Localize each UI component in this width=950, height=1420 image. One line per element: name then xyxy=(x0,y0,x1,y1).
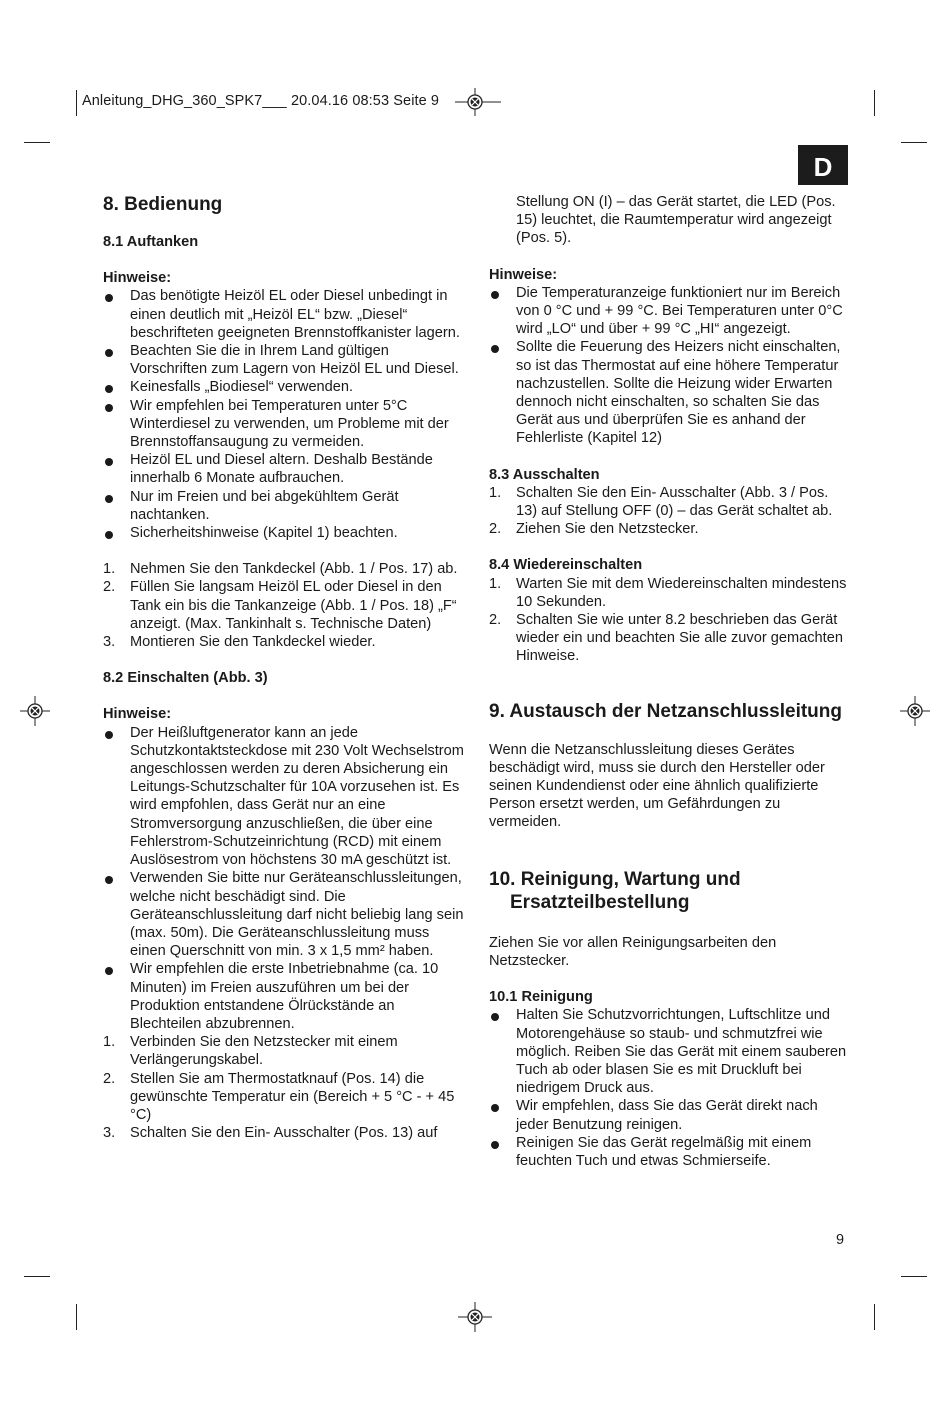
step-text: Schalten Sie den Ein- Ausschalter (Pos. 13) auf xyxy=(130,1125,438,1142)
continued-step-text: Stellung ON (I) – das Gerät startet, die LED (Pos. 15) leuchtet, die Raumtemperatur wird angezeigt (Pos. 5). xyxy=(516,194,836,247)
step-item xyxy=(489,520,851,538)
step-item xyxy=(103,633,468,651)
step-item xyxy=(489,611,851,666)
crop-mark xyxy=(901,1276,927,1277)
step-number: 1. xyxy=(489,575,502,592)
section-title: 9. Austausch der Netzanschlussleitung xyxy=(489,700,842,722)
step-item xyxy=(103,1033,468,1069)
list-item: Wir empfehlen die erste Inbetriebnahme (ca. 10 Minuten) im Freien auszuführen um bei der Produktion entstandene Ölrückstände an Blechteilen abzubrennen. xyxy=(103,960,468,1033)
list-item: Beachten Sie die in Ihrem Land gültigen Vorschriften zum Lagern von Heizöl EL und Diesel. xyxy=(103,342,468,378)
crop-mark xyxy=(24,142,50,143)
step-item xyxy=(103,1124,468,1142)
list-item: Nur im Freien und bei abgekühltem Gerät nachtanken. xyxy=(103,488,468,524)
step-number: 2. xyxy=(103,579,116,596)
step-text: Verbinden Sie den Netzstecker mit einem Verlängerungskabel. xyxy=(130,1034,398,1069)
step-number: 2. xyxy=(103,1070,116,1087)
step-number: 2. xyxy=(489,612,502,629)
list-item: Verwenden Sie bitte nur Geräteanschlussleitungen, welche nicht beschädigt sind. Die Geräteanschlussleitung darf nicht beliebig lang sein (max. 50m). Die Geräteanschlussleitung muss einen Querschnitt von min. 3 x 1,5 mm² haben. xyxy=(103,869,468,960)
left-column xyxy=(103,193,468,1142)
section-title: 8. Bedienung xyxy=(103,194,223,215)
right-column xyxy=(489,193,851,1170)
list-item: Wir empfehlen, dass Sie das Gerät direkt nach jeder Benutzung reinigen. xyxy=(489,1097,851,1133)
step-text: Füllen Sie langsam Heizöl EL oder Diesel in den Tank ein bis die Tankanzeige (Abb. 1 / Pos. 18) „F“ anzeigt. (Max. Tankinhalt s. Technische Daten) xyxy=(130,579,457,632)
step-number: 3. xyxy=(103,1125,116,1142)
step-item xyxy=(489,484,851,520)
hint-label: Hinweise: xyxy=(103,706,172,723)
step-item xyxy=(103,578,468,633)
step-text: Ziehen Sie den Netzstecker. xyxy=(516,521,699,538)
hint-label: Hinweise: xyxy=(103,270,172,287)
registration-mark-icon xyxy=(455,88,501,116)
list-item: Heizöl EL und Diesel altern. Deshalb Bestände innerhalb 6 Monate aufbrauchen. xyxy=(103,451,468,487)
hint-label: Hinweise: xyxy=(489,266,558,283)
crop-mark xyxy=(874,90,875,116)
step-item xyxy=(103,560,468,578)
page-number: 9 xyxy=(836,1232,845,1248)
list-item: Die Temperaturanzeige funktioniert nur im Bereich von 0 °C und + 99 °C. Bei Temperaturen unter 0°C wird „LO“ und über + 99 °C „HI“ angezeigt. xyxy=(489,284,851,339)
list-item: Sicherheitshinweise (Kapitel 1) beachten. xyxy=(103,524,468,542)
list-item: Halten Sie Schutzvorrichtungen, Luftschlitze und Motorengehäuse so staub- und schmutzfrei wie möglich. Reiben Sie das Gerät mit einem sauberen Tuch ab oder blasen Sie es mit Druckluft bei niedrigem Druck aus. xyxy=(489,1006,851,1097)
step-text: Schalten Sie wie unter 8.2 beschrieben das Gerät wieder ein und beachten Sie alle zuvor gemachten Hinweise. xyxy=(516,612,843,665)
step-text: Schalten Sie den Ein- Ausschalter (Abb. 3 / Pos. 13) auf Stellung OFF (0) – das Gerät schaltet ab. xyxy=(516,484,833,520)
step-item xyxy=(103,1070,468,1125)
registration-mark-icon xyxy=(20,696,50,726)
step-number: 1. xyxy=(489,484,502,501)
registration-mark-icon xyxy=(900,696,930,726)
crop-mark xyxy=(901,142,927,143)
section-title-line: Ersatzteilbestellung xyxy=(510,891,690,913)
step-number: 3. xyxy=(103,634,116,651)
section-title-line: 10. Reinigung, Wartung und xyxy=(489,868,741,890)
step-item xyxy=(489,575,851,611)
list-item: Der Heißluftgenerator kann an jede Schutzkontaktsteckdose mit 230 Volt Wechselstrom angeschlossen werden zu deren Absicherung ein Leitungs-Schutzschalter für 10A vorzusehen ist. Es wird empfohlen, dass Gerät nur an eine Stromversorgung anzuschließen, die über eine Fehlerstrom-Schutzeinrichtung (RCD) mit einem Auslösestrom von höchstens 30 mA geschützt ist. xyxy=(103,724,468,870)
subsection-title: 8.2 Einschalten (Abb. 3) xyxy=(103,670,268,687)
paragraph: Ziehen Sie vor allen Reinigungsarbeiten den Netzstecker. xyxy=(489,934,777,969)
step-number: 2. xyxy=(489,521,502,538)
step-text: Warten Sie mit dem Wiedereinschalten mindestens 10 Sekunden. xyxy=(516,575,847,610)
registration-mark-icon xyxy=(458,1302,492,1332)
crop-mark xyxy=(874,1304,875,1330)
step-text: Nehmen Sie den Tankdeckel (Abb. 1 / Pos. 17) ab. xyxy=(130,561,458,578)
list-item: Sollte die Feuerung des Heizers nicht einschalten, so ist das Thermostat auf eine höhere Temperatur nachzustellen. Sollte die Heizung wider Erwarten dennoch nicht einschalten, so schalten Sie das Gerät aus und überprüfen Sie es anhand der Fehlerliste (Kapitel 12) xyxy=(489,338,851,447)
list-item: Reinigen Sie das Gerät regelmäßig mit einem feuchten Tuch und etwas Schmierseife. xyxy=(489,1134,851,1170)
crop-mark xyxy=(24,1276,50,1277)
step-text: Stellen Sie am Thermostatknauf (Pos. 14) die gewünschte Temperatur ein (Bereich + 5 °C - + 45 °C) xyxy=(130,1070,455,1123)
section-title xyxy=(489,868,851,914)
step-number: 1. xyxy=(103,1034,116,1051)
subsection-title: 10.1 Reinigung xyxy=(489,989,593,1006)
subsection-title: 8.4 Wiedereinschalten xyxy=(489,557,643,574)
subsection-title: 8.1 Auftanken xyxy=(103,234,199,250)
list-item: Wir empfehlen bei Temperaturen unter 5°C Winterdiesel zu verwenden, um Probleme mit der Brennstoffansaugung zu vermeiden. xyxy=(103,397,468,452)
list-item: Das benötigte Heizöl EL oder Diesel unbedingt in einen deutlich mit „Heizöl EL“ bzw. „Diesel“ beschrifteten geeigneten Brennstoffkanister lagern. xyxy=(103,287,468,342)
paragraph: Wenn die Netzanschlussleitung dieses Gerätes beschädigt wird, muss sie durch den Hersteller oder seinen Kundendienst oder eine ähnlich qualifizierte Person ersetzt werden, um Gefährdungen zu vermeiden. xyxy=(489,741,825,831)
print-slug: Anleitung_DHG_360_SPK7___ 20.04.16 08:53 Seite 9 xyxy=(82,93,440,109)
crop-mark xyxy=(76,1304,77,1330)
subsection-title: 8.3 Ausschalten xyxy=(489,466,600,483)
crop-mark xyxy=(76,90,77,116)
step-text: Montieren Sie den Tankdeckel wieder. xyxy=(130,634,376,651)
list-item: Keinesfalls „Biodiesel“ verwenden. xyxy=(103,378,468,396)
step-number: 1. xyxy=(103,561,116,578)
language-tab: D xyxy=(798,145,848,185)
